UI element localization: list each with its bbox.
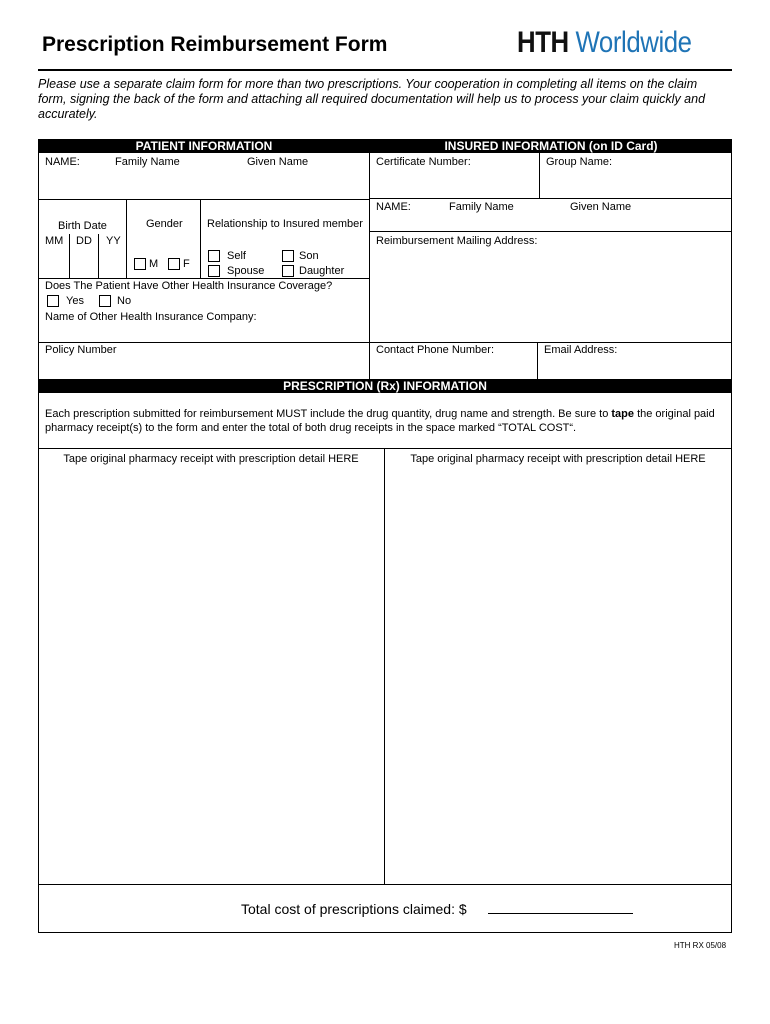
patient-info-heading: PATIENT INFORMATION bbox=[135, 139, 273, 153]
birth-date-divider bbox=[38, 278, 370, 279]
birth-dd-divider bbox=[69, 234, 70, 278]
relationship-spouse-label: Spouse bbox=[227, 265, 265, 277]
birth-day-label: DD bbox=[76, 235, 92, 247]
gender-male-checkbox[interactable] bbox=[134, 258, 146, 270]
gender-female-label: F bbox=[183, 258, 190, 270]
gender-male-label: M bbox=[149, 258, 159, 270]
patient-family-name-label: Family Name bbox=[115, 156, 180, 168]
insured-given-name-label: Given Name bbox=[570, 201, 632, 213]
logo-hth: HTH bbox=[517, 26, 569, 59]
phone-email-divider bbox=[537, 342, 538, 380]
total-divider bbox=[38, 884, 732, 885]
receipt-right-label: Tape original pharmacy receipt with prescription detail HERE bbox=[410, 453, 706, 465]
patient-name-label: NAME: bbox=[45, 156, 80, 168]
other-coverage-no-checkbox[interactable] bbox=[99, 295, 111, 307]
rx-instructions-tape: tape bbox=[611, 408, 635, 420]
relationship-label: Relationship to Insured member bbox=[207, 218, 363, 230]
relationship-daughter-checkbox[interactable] bbox=[282, 265, 294, 277]
contact-phone-label: Contact Phone Number: bbox=[376, 344, 495, 356]
form-code: HTH RX 05/08 bbox=[674, 941, 727, 950]
insured-name-label: NAME: bbox=[376, 201, 411, 213]
gender-label: Gender bbox=[146, 218, 183, 230]
policy-number-label: Policy Number bbox=[45, 344, 117, 356]
mailing-address-label: Reimbursement Mailing Address: bbox=[376, 235, 538, 247]
rx-instructions bbox=[45, 407, 725, 435]
rx-instructions-part-2: the original paid pharmacy receipt(s) to the form and enter the total of both drug receipts in the space marked “TOTAL COST“. bbox=[45, 408, 715, 434]
relationship-spouse-checkbox[interactable] bbox=[208, 265, 220, 277]
hth-worldwide-logo bbox=[517, 26, 692, 60]
certificate-group-divider bbox=[539, 153, 540, 198]
patient-given-name-label: Given Name bbox=[247, 156, 309, 168]
rx-heading-bar: PRESCRIPTION (Rx) INFORMATION bbox=[38, 379, 732, 393]
column-divider bbox=[369, 153, 370, 380]
relationship-son-label: Son bbox=[299, 250, 319, 262]
page-title: Prescription Reimbursement Form bbox=[42, 33, 388, 56]
total-cost-field[interactable] bbox=[488, 913, 633, 914]
relationship-daughter-label: Daughter bbox=[299, 265, 345, 277]
group-name-label: Group Name: bbox=[546, 156, 613, 168]
insured-family-name-label: Family Name bbox=[449, 201, 514, 213]
other-coverage-yes-label: Yes bbox=[66, 295, 84, 307]
gender-relationship-divider bbox=[200, 199, 201, 278]
other-coverage-yes-checkbox[interactable] bbox=[47, 295, 59, 307]
intro-text: Please use a separate claim form for more than two prescriptions. Your cooperation in completing all items on the claim form, signing the back of the form and attaching all required documentation will help us to process your claim quickly and accurately. bbox=[38, 77, 706, 121]
relationship-self-checkbox[interactable] bbox=[208, 250, 220, 262]
gender-female-checkbox[interactable] bbox=[168, 258, 180, 270]
insured-info-heading: INSURED INFORMATION (on ID Card) bbox=[444, 139, 658, 153]
total-cost-label: Total cost of prescriptions claimed: $ bbox=[241, 901, 467, 917]
receipt-left-area[interactable] bbox=[39, 470, 383, 884]
birth-date-label: Birth Date bbox=[58, 220, 107, 232]
receipt-area-top-divider bbox=[38, 448, 732, 449]
receipt-left-label: Tape original pharmacy receipt with prescription detail HERE bbox=[63, 453, 359, 465]
logo-worldwide: Worldwide bbox=[575, 26, 692, 59]
receipt-right-area[interactable] bbox=[385, 470, 731, 884]
policy-divider bbox=[38, 342, 732, 343]
relationship-son-checkbox[interactable] bbox=[282, 250, 294, 262]
insured-name-divider bbox=[369, 231, 732, 232]
header-rule bbox=[38, 69, 732, 71]
birth-year-label: YY bbox=[106, 235, 121, 247]
relationship-self-label: Self bbox=[227, 250, 246, 262]
birth-yy-divider bbox=[98, 234, 99, 278]
other-coverage-no-label: No bbox=[117, 295, 132, 307]
certificate-number-label: Certificate Number: bbox=[376, 156, 471, 168]
patient-name-divider bbox=[38, 199, 370, 200]
insured-certificate-divider bbox=[369, 198, 732, 199]
email-address-label: Email Address: bbox=[544, 344, 618, 356]
birth-gender-divider bbox=[126, 199, 127, 278]
birth-month-label: MM bbox=[45, 235, 64, 247]
rx-instructions-part-1: Each prescription submitted for reimbursement MUST include the drug quantity, drug name and strength. Be sure to bbox=[45, 408, 612, 420]
other-company-label: Name of Other Health Insurance Company: bbox=[45, 311, 257, 323]
other-coverage-question: Does The Patient Have Other Health Insurance Coverage? bbox=[45, 280, 333, 292]
